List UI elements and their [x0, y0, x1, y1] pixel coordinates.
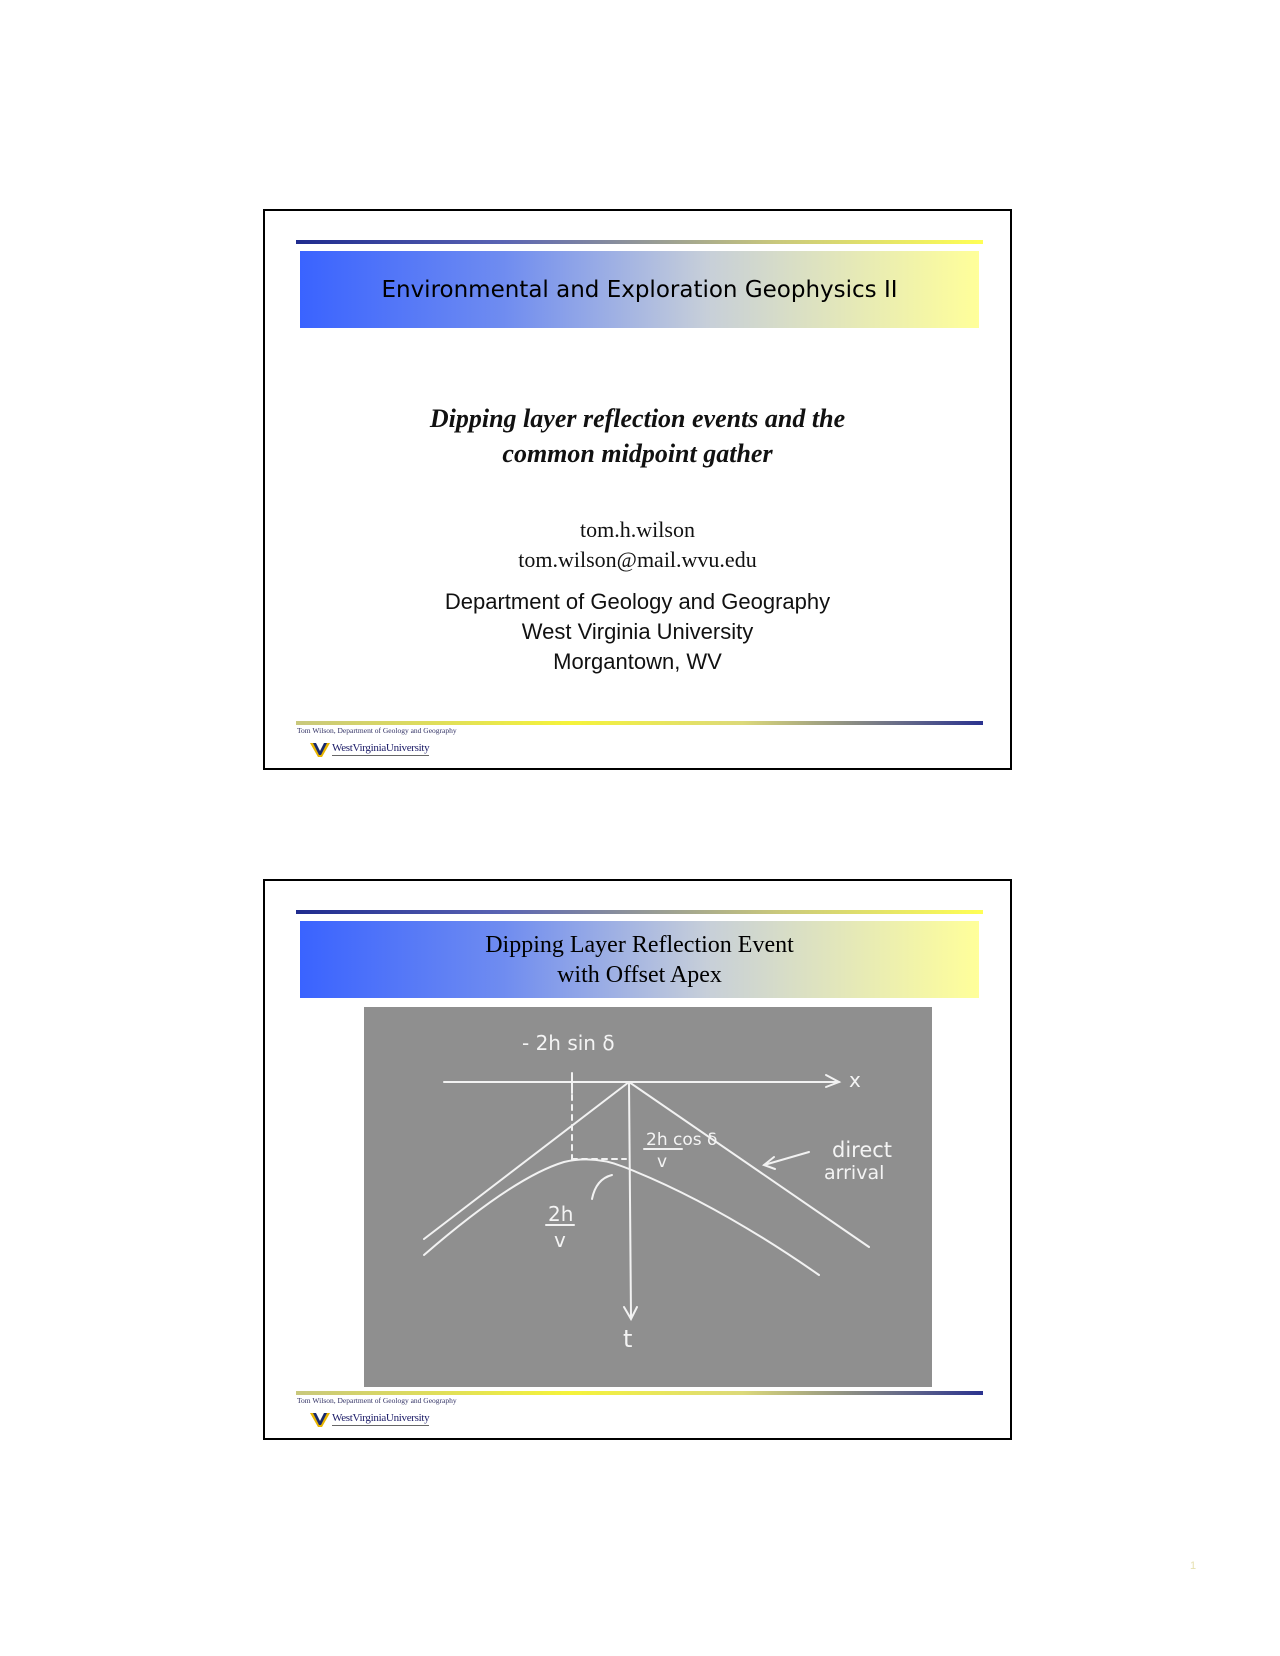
- wvu-wordmark: WestVirginiaUniversity: [332, 1412, 430, 1424]
- t-axis-line: [629, 1082, 631, 1317]
- direct-arrival-label-1: direct: [832, 1138, 893, 1162]
- apex-time-numerator: 2h cos δ: [646, 1130, 718, 1150]
- flying-wv-icon: [310, 1411, 330, 1427]
- traveltime-sketch: [364, 1007, 932, 1387]
- title-band: [300, 251, 979, 328]
- zero-offset-numerator: 2h: [548, 1202, 574, 1226]
- author-name: tom.h.wilson: [580, 517, 695, 542]
- page-number: 1: [1190, 1560, 1197, 1572]
- university-line: West Virginia University: [521, 619, 754, 644]
- course-title: Environmental and Exploration Geophysics II: [381, 276, 898, 303]
- offset-label: - 2h sin δ: [522, 1031, 615, 1055]
- apex-time-denominator: v: [657, 1152, 668, 1172]
- direct-arrival-label-2: arrival: [824, 1162, 885, 1184]
- author-email: tom.wilson@mail.wvu.edu: [518, 547, 757, 572]
- department-line: Department of Geology and Geography: [444, 589, 831, 614]
- wvu-wordmark: WestVirginiaUniversity: [332, 742, 430, 754]
- wvu-logo: [310, 741, 429, 757]
- bottom-rule: [296, 721, 983, 725]
- chalkboard-figure: [364, 1007, 932, 1387]
- title-slide: [263, 209, 1012, 770]
- zero-offset-denominator: v: [554, 1228, 566, 1252]
- footer-credit: Tom Wilson, Department of Geology and Geography: [297, 726, 457, 735]
- reflection-hyperbola: [424, 1159, 819, 1275]
- wvu-logo: [310, 1411, 429, 1427]
- bottom-rule: [296, 1391, 983, 1395]
- department-block: [265, 587, 1010, 677]
- lecture-title-line-2: common midpoint gather: [502, 439, 773, 468]
- title-band: [300, 921, 979, 998]
- flying-wv-icon: [310, 741, 330, 757]
- slide-title-line-1: Dipping Layer Reflection Event: [485, 931, 794, 958]
- slide-title-line-2: with Offset Apex: [557, 961, 722, 988]
- lecture-title: [265, 401, 1010, 471]
- location-line: Morgantown, WV: [553, 649, 722, 674]
- t-axis-label: t: [623, 1325, 633, 1353]
- top-rule: [296, 910, 983, 914]
- top-rule: [296, 240, 983, 244]
- t0-pointer: [592, 1175, 612, 1199]
- figure-slide: [263, 879, 1012, 1440]
- lecture-title-line-1: Dipping layer reflection events and the: [429, 404, 846, 433]
- footer-credit: Tom Wilson, Department of Geology and Geography: [297, 1396, 457, 1405]
- x-axis-label: x: [849, 1068, 861, 1092]
